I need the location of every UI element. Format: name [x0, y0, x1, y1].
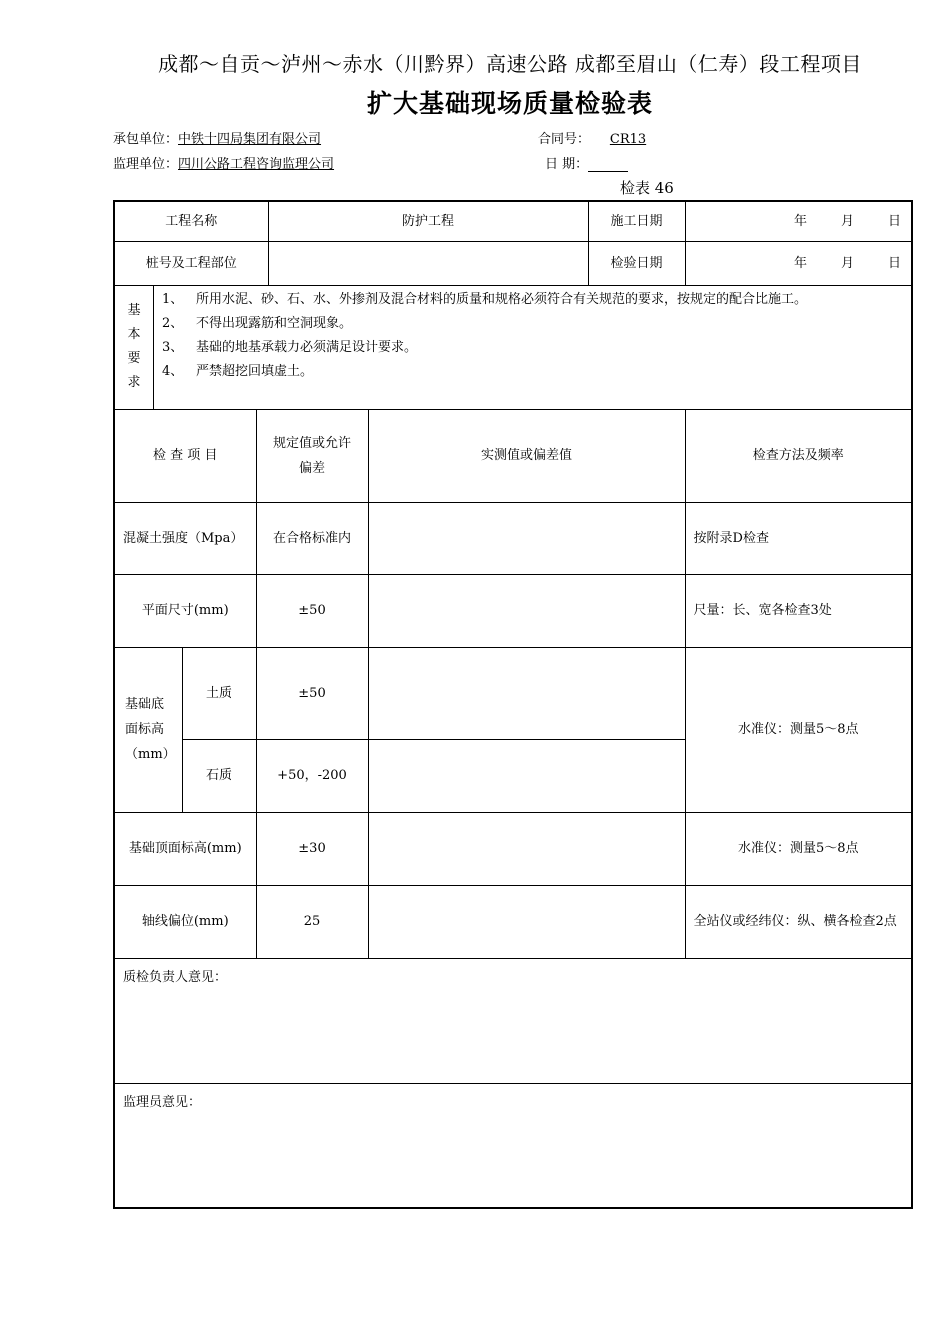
axis-offset-method: 全站仪或经纬仪：纵、横各检查2点: [685, 885, 912, 958]
top-elevation-method: 水准仪：测量5～8点: [685, 812, 912, 885]
requirement-item: 4、 严禁超挖回填虚土。: [162, 363, 314, 379]
quality-opinion-label: 质检负责人意见：: [123, 969, 228, 985]
quality-opinion[interactable]: [114, 958, 912, 1083]
form-number: 检表 46: [620, 179, 674, 197]
contractor-value: 中铁十四局集团有限公司: [178, 132, 322, 147]
construction-date-label: 施工日期: [588, 201, 685, 241]
header-method: 检查方法及频率: [685, 409, 912, 502]
station-label: 桩号及工程部位: [114, 241, 268, 285]
day-label: 日: [888, 213, 902, 229]
station-value[interactable]: [268, 241, 588, 285]
plane-size-measured[interactable]: [368, 574, 685, 647]
rock-measured[interactable]: [368, 739, 685, 812]
supervisor-opinion[interactable]: [114, 1083, 912, 1208]
project-title: 成都～自贡～泸州～赤水（川黔界）高速公路 成都至眉山（仁寿）段工程项目: [158, 52, 862, 76]
contract-no-line: [538, 128, 666, 147]
year-label: 年: [793, 255, 807, 271]
soil-label: 土质: [182, 647, 256, 739]
inspection-table: [113, 200, 913, 1209]
axis-offset-measured[interactable]: [368, 885, 685, 958]
soil-measured[interactable]: [368, 647, 685, 739]
year-label: 年: [793, 213, 807, 229]
contractor-label: 承包单位：: [113, 132, 179, 147]
contract-no-value: CR13: [609, 132, 647, 147]
plane-size-item: 平面尺寸(mm): [114, 574, 256, 647]
requirement-item: 1、 所用水泥、砂、石、水、外掺剂及混合材料的质量和规格必须符合有关规范的要求，按规定的配合比施工。: [162, 291, 808, 307]
supervisor-label: 监理单位：: [113, 157, 179, 172]
supervisor-line: [113, 153, 334, 172]
date-label: 日 期：: [545, 157, 589, 172]
date-line: [545, 153, 628, 172]
day-label: 日: [888, 255, 902, 271]
supervisor-opinion-label: 监理员意见：: [123, 1094, 202, 1110]
project-name-value[interactable]: 防护工程: [268, 201, 588, 241]
inspection-date-field[interactable]: [685, 241, 912, 285]
rock-spec: +50，-200: [256, 739, 368, 812]
inspection-date-label: 检验日期: [588, 241, 685, 285]
axis-offset-spec: 25: [256, 885, 368, 958]
basic-requirements: [114, 285, 912, 409]
header-measured: 实测值或偏差值: [368, 409, 685, 502]
basic-requirements-label: 基 本 要 求: [115, 286, 154, 409]
rock-label: 石质: [182, 739, 256, 812]
header-spec: 规定值或允许偏差: [256, 409, 368, 502]
requirement-item: 2、 不得出现露筋和空洞现象。: [162, 315, 353, 331]
form-title: 扩大基础现场质量检验表: [366, 89, 653, 118]
top-elevation-spec: ±30: [256, 812, 368, 885]
concrete-strength-item: 混凝土强度（Mpa）: [114, 502, 256, 574]
header-check-item: 检 查 项 目: [114, 409, 256, 502]
bottom-elevation-method: 水准仪：测量5～8点: [685, 647, 912, 812]
contractor-line: [113, 128, 321, 147]
month-label: 月: [841, 255, 855, 271]
top-elevation-measured[interactable]: [368, 812, 685, 885]
construction-date-field[interactable]: [685, 201, 912, 241]
project-name-label: 工程名称: [114, 201, 268, 241]
concrete-strength-measured[interactable]: [368, 502, 685, 574]
supervisor-value: 四川公路工程咨询监理公司: [178, 157, 335, 172]
plane-size-spec: ±50: [256, 574, 368, 647]
month-label: 月: [841, 213, 855, 229]
concrete-strength-method: 按附录D检查: [685, 502, 912, 574]
plane-size-method: 尺量：长、宽各检查3处: [685, 574, 912, 647]
bottom-elevation-item: 基础底面标高（mm）: [114, 647, 182, 812]
concrete-strength-spec: 在合格标准内: [256, 502, 368, 574]
top-elevation-item: 基础顶面标高(mm): [114, 812, 256, 885]
date-blank[interactable]: [588, 157, 628, 172]
axis-offset-item: 轴线偏位(mm): [114, 885, 256, 958]
contract-no-label: 合同号：: [538, 132, 591, 147]
requirements-list: [154, 286, 911, 409]
requirement-item: 3、 基础的地基承载力必须满足设计要求。: [162, 339, 418, 355]
soil-spec: ±50: [256, 647, 368, 739]
